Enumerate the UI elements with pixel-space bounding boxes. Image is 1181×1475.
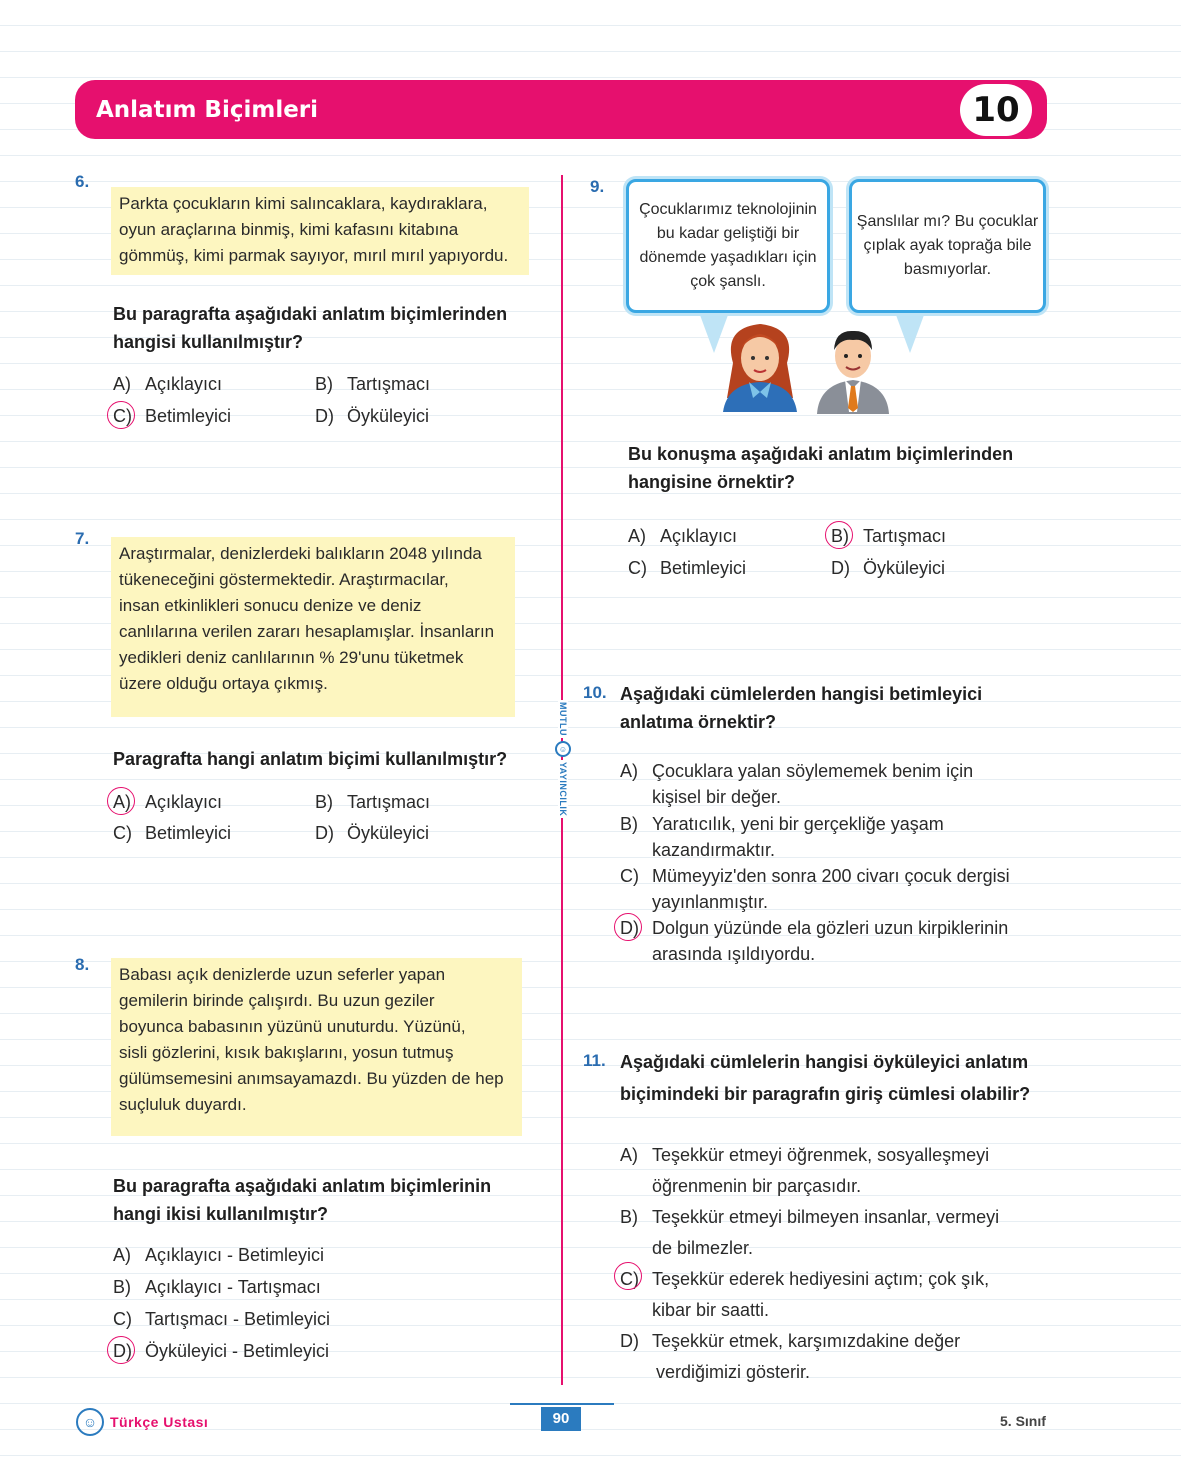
option-text: Teşekkür etmeyi öğrenmek, sosyalleşmeyi (652, 1145, 990, 1165)
option-letter-circled: C) (620, 1264, 652, 1295)
prompt-line: hangisine örnektir? (628, 472, 796, 492)
q10-option-b[interactable] (620, 811, 944, 863)
page-number: 90 (541, 1407, 581, 1431)
option-letter: A) (620, 1145, 638, 1165)
question-10-prompt (620, 680, 982, 736)
option-text: Betimleyici (660, 558, 747, 578)
question-6-passage (111, 187, 529, 275)
prompt-line: Aşağıdaki cümlelerin hangisi öyküleyici anlatım (620, 1052, 1029, 1072)
option-letter: D) (315, 823, 334, 843)
passage-line: gemilerin birinde çalışırdı. Bu uzun geziler (119, 991, 435, 1010)
brand-logo-icon: ☺ (555, 741, 571, 757)
question-10-number: 10. (583, 683, 607, 702)
q8-option-c[interactable] (113, 1306, 330, 1332)
question-6-number: 6. (75, 172, 90, 191)
q7-option-a[interactable] (113, 789, 222, 815)
passage-line: tükeneceğini göstermektedir. Araştırmacılar, (119, 570, 449, 589)
question-9-prompt (628, 440, 1013, 496)
q8-option-b[interactable] (113, 1274, 321, 1300)
bubble-line: basmıyorlar. (903, 261, 992, 278)
option-text: Tartışmacı (863, 526, 947, 546)
unit-number: 10 (960, 84, 1032, 136)
bubble-line: dönemde yaşadıkları için (639, 249, 817, 266)
q9-option-c[interactable] (628, 555, 746, 581)
option-letter: A) (113, 1245, 131, 1265)
passage-line: suçluluk duyardı. (119, 1095, 247, 1114)
option-letter: C) (113, 823, 132, 843)
option-text: Açıklayıcı (145, 792, 223, 812)
option-letter-circled: C) (113, 403, 145, 429)
passage-line: insan etkinlikleri sonucu denize ve deniz (119, 596, 422, 615)
option-text: Teşekkür etmek, karşımızdakine değer (652, 1331, 961, 1351)
q6-option-a[interactable] (113, 371, 222, 397)
question-8-passage (111, 958, 522, 1136)
option-text: öğrenmenin bir parçasıdır. (652, 1176, 862, 1196)
page-title: Anlatım Biçimleri (96, 97, 319, 123)
option-text: de bilmezler. (652, 1238, 754, 1258)
option-text: verdiğimizi gösterir. (656, 1362, 811, 1382)
passage-line: oyun araçlarına binmiş, kimi kafasını kitabına (119, 220, 459, 239)
passage-line: gömmüş, kimi parmak sayıyor, mırıl mırıl yapıyordu. (119, 246, 509, 265)
q6-option-d[interactable] (315, 403, 429, 429)
option-text: Dolgun yüzünde ela gözleri uzun kirpiklerinin (652, 918, 1009, 938)
prompt-line: hangi ikisi kullanılmıştır? (113, 1204, 329, 1224)
prompt-line: Bu paragrafta aşağıdaki anlatım biçimlerinin (113, 1176, 492, 1196)
option-letter: A) (113, 374, 131, 394)
option-text: Açıklayıcı - Betimleyici (145, 1245, 325, 1265)
option-text: Betimleyici (145, 823, 232, 843)
speech-bubble-right (849, 179, 1046, 313)
option-letter: B) (620, 814, 638, 834)
side-brand-top: MUTLU (558, 702, 568, 736)
prompt-line: Paragrafta hangi anlatım biçimi kullanılmıştır? (113, 749, 508, 769)
option-letter: B) (113, 1277, 131, 1297)
question-11-number: 11. (583, 1051, 606, 1070)
question-7-number: 7. (75, 529, 90, 548)
bubble-line: Şanslılar mı? Bu çocuklar (856, 213, 1039, 230)
option-letter: A) (620, 761, 638, 781)
option-letter: D) (831, 558, 850, 578)
option-letter: D) (315, 406, 334, 426)
q10-option-a[interactable] (620, 758, 973, 810)
q8-option-d[interactable] (113, 1338, 329, 1364)
q10-option-d[interactable] (620, 915, 1008, 967)
option-letter: B) (620, 1207, 638, 1227)
option-text: Öyküleyici (863, 558, 946, 578)
q8-option-a[interactable] (113, 1242, 324, 1268)
option-text: kazandırmaktır. (652, 840, 776, 860)
option-text: Açıklayıcı - Tartışmacı (145, 1277, 321, 1297)
prompt-line: biçimindeki bir paragrafın giriş cümlesi olabilir? (620, 1084, 1031, 1104)
q7-option-c[interactable] (113, 820, 231, 846)
side-brand-bottom: YAYINCILIK (558, 762, 568, 817)
passage-line: gülümsemesini anımsayamazdı. Bu yüzden de hep (119, 1069, 504, 1088)
option-text: Teşekkür etmeyi bilmeyen insanlar, vermeyi (652, 1207, 1000, 1227)
question-7-prompt (113, 745, 507, 773)
prompt-line: Bu paragrafta aşağıdaki anlatım biçimlerinden (113, 304, 508, 324)
q6-option-c[interactable] (113, 403, 231, 429)
q9-option-d[interactable] (831, 555, 945, 581)
option-letter-circled: D) (620, 915, 652, 941)
option-text: Tartışmacı - Betimleyici (145, 1309, 331, 1329)
prompt-line: anlatıma örnektir? (620, 712, 777, 732)
option-letter: B) (315, 792, 333, 812)
q11-option-d[interactable] (620, 1326, 960, 1388)
q11-option-c[interactable] (620, 1264, 989, 1326)
passage-line: Araştırmalar, denizlerdeki balıkların 2048 yılında (119, 544, 482, 563)
question-6-prompt (113, 300, 507, 356)
option-letter: C) (628, 558, 647, 578)
option-letter: C) (620, 866, 639, 886)
q11-option-b[interactable] (620, 1202, 999, 1264)
bubble-line: çok şanslı. (690, 273, 766, 290)
passage-line: canlılarına verilen zararı hesaplamışlar. İnsanların (119, 622, 495, 641)
publisher-logo-icon: ☺ (76, 1408, 104, 1436)
grade-label: 5. Sınıf (1000, 1413, 1046, 1429)
passage-line: sisli gözlerini, kısık bakışlarını, yosun tutmuş (119, 1043, 454, 1062)
option-text: yayınlanmıştır. (652, 892, 769, 912)
bubble-line: Çocuklarımız teknolojinin (639, 201, 817, 218)
boy-illustration (815, 326, 891, 414)
q6-option-b[interactable] (315, 371, 430, 397)
footer-brand: Türkçe Ustası (110, 1414, 209, 1430)
girl-illustration (715, 318, 805, 412)
option-text: kişisel bir değer. (652, 787, 782, 807)
passage-line: yedikleri deniz canlılarının % 29'unu tüketmek (119, 648, 464, 667)
question-8-number: 8. (75, 955, 90, 974)
option-text: Teşekkür ederek hediyesini açtım; çok şık, (652, 1269, 990, 1289)
option-text: Açıklayıcı (660, 526, 738, 546)
q10-option-c[interactable] (620, 863, 1010, 915)
option-letter-circled: D) (113, 1338, 145, 1364)
footer-brand-area (76, 1408, 208, 1436)
option-letter: D) (620, 1331, 639, 1351)
passage-line: Parkta çocukların kimi salıncaklara, kaydıraklara, (119, 194, 488, 213)
option-text: Mümeyyiz'den sonra 200 civarı çocuk dergisi (652, 866, 1010, 886)
option-text: Öyküleyici (347, 406, 430, 426)
q11-option-a[interactable] (620, 1140, 989, 1202)
side-brand (540, 700, 586, 880)
option-text: Tartışmacı (347, 792, 431, 812)
option-letter: B) (315, 374, 333, 394)
question-8-prompt (113, 1172, 491, 1228)
option-text: kibar bir saatti. (652, 1300, 770, 1320)
prompt-line: Aşağıdaki cümlelerden hangisi betimleyici (620, 684, 983, 704)
speech-bubble-left (626, 179, 830, 313)
option-letter: C) (113, 1309, 132, 1329)
q9-option-b[interactable] (831, 523, 946, 549)
prompt-line: Bu konuşma aşağıdaki anlatım biçimlerinden (628, 444, 1014, 464)
option-text: Öyküleyici - Betimleyici (145, 1341, 330, 1361)
option-letter-circled: B) (831, 523, 863, 549)
question-9-number: 9. (590, 177, 605, 196)
option-text: arasında ışıldıyordu. (652, 944, 816, 964)
prompt-line: hangisi kullanılmıştır? (113, 332, 304, 352)
option-text: Çocuklara yalan söylememek benim için (652, 761, 974, 781)
q7-option-d[interactable] (315, 820, 429, 846)
bubble-line: bu kadar geliştiği bir (656, 225, 800, 242)
speech-bubble-tail (896, 315, 924, 353)
footer-line (510, 1403, 614, 1405)
option-text: Betimleyici (145, 406, 232, 426)
passage-line: boyunca babasının yüzünü unuturdu. Yüzünü, (119, 1017, 466, 1036)
question-11-prompt (620, 1046, 1030, 1110)
option-text: Açıklayıcı (145, 374, 223, 394)
passage-line: Babası açık denizlerde uzun seferler yapan (119, 965, 446, 984)
question-7-passage (111, 537, 515, 717)
bubble-line: çıplak ayak toprağa bile (863, 237, 1032, 254)
option-text: Öyküleyici (347, 823, 430, 843)
q9-option-a[interactable] (628, 523, 737, 549)
option-letter-circled: A) (113, 789, 145, 815)
q7-option-b[interactable] (315, 789, 430, 815)
option-letter: A) (628, 526, 646, 546)
option-text: Tartışmacı (347, 374, 431, 394)
option-text: Yaratıcılık, yeni bir gerçekliğe yaşam (652, 814, 944, 834)
passage-line: üzere olduğu ortaya çıkmış. (119, 674, 328, 693)
